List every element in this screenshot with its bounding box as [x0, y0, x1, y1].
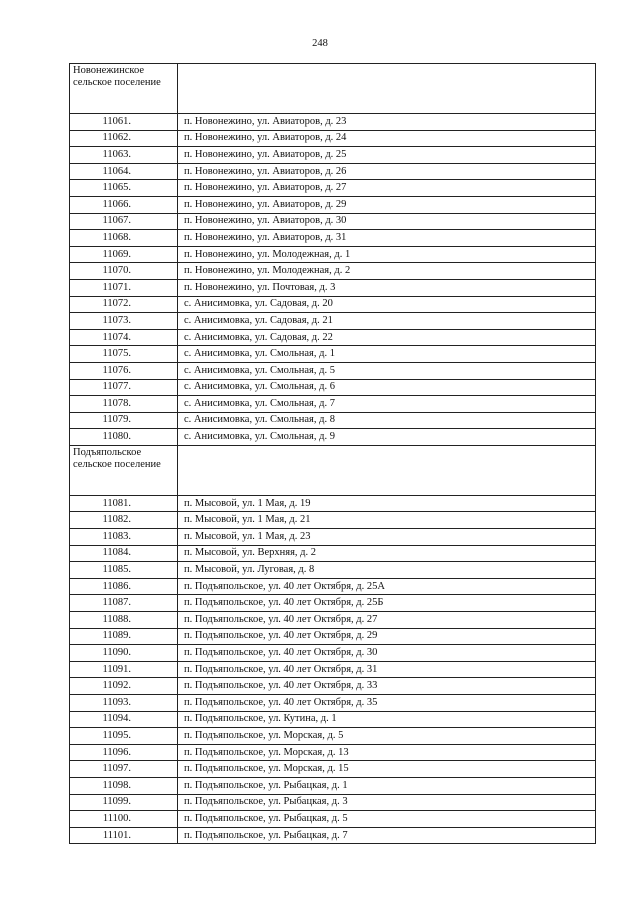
- table-row: [70, 362, 596, 379]
- row-number: 11063.: [70, 147, 178, 164]
- row-number: 11097.: [70, 761, 178, 778]
- section-name: Новонежинское сельское поселение: [70, 64, 178, 114]
- row-number: 11093.: [70, 695, 178, 712]
- row-number: 11095.: [70, 728, 178, 745]
- table-row: [70, 827, 596, 844]
- row-number: 11081.: [70, 495, 178, 512]
- row-address: п. Подъяпольское, ул. 40 лет Октября, д. 35: [178, 695, 596, 712]
- row-number: 11069.: [70, 246, 178, 263]
- row-number: 11084.: [70, 545, 178, 562]
- table-row: [70, 545, 596, 562]
- row-number: 11074.: [70, 329, 178, 346]
- row-number: 11077.: [70, 379, 178, 396]
- row-address: с. Анисимовка, ул. Смольная, д. 6: [178, 379, 596, 396]
- section-header-row: [70, 445, 596, 495]
- row-address: п. Новонежино, ул. Молодежная, д. 1: [178, 246, 596, 263]
- row-address: п. Подъяпольское, ул. Рыбацкая, д. 3: [178, 794, 596, 811]
- table-row: [70, 728, 596, 745]
- row-number: 11061.: [70, 114, 178, 131]
- table-row: [70, 495, 596, 512]
- table-row: [70, 794, 596, 811]
- table-row: [70, 114, 596, 131]
- table-row: [70, 562, 596, 579]
- row-address: п. Новонежино, ул. Авиаторов, д. 24: [178, 130, 596, 147]
- row-address: п. Мысовой, ул. Верхняя, д. 2: [178, 545, 596, 562]
- table-row: [70, 645, 596, 662]
- row-address: п. Подъяпольское, ул. 40 лет Октября, д. 33: [178, 678, 596, 695]
- row-number: 11080.: [70, 429, 178, 446]
- row-number: 11100.: [70, 811, 178, 828]
- row-address: п. Подъяпольское, ул. Морская, д. 13: [178, 744, 596, 761]
- table-row: [70, 578, 596, 595]
- row-number: 11089.: [70, 628, 178, 645]
- table-row: [70, 529, 596, 546]
- table-row: [70, 429, 596, 446]
- row-number: 11087.: [70, 595, 178, 612]
- row-number: 11072.: [70, 296, 178, 313]
- table-row: [70, 744, 596, 761]
- row-number: 11075.: [70, 346, 178, 363]
- row-number: 11065.: [70, 180, 178, 197]
- row-number: 11078.: [70, 396, 178, 413]
- table-row: [70, 263, 596, 280]
- table-row: [70, 711, 596, 728]
- row-address: с. Анисимовка, ул. Садовая, д. 22: [178, 329, 596, 346]
- table-row: [70, 130, 596, 147]
- row-number: 11067.: [70, 213, 178, 230]
- row-address: с. Анисимовка, ул. Смольная, д. 7: [178, 396, 596, 413]
- row-address: п. Подъяпольское, ул. Морская, д. 5: [178, 728, 596, 745]
- row-address: с. Анисимовка, ул. Смольная, д. 1: [178, 346, 596, 363]
- page-number: 248: [312, 38, 328, 49]
- row-number: 11073.: [70, 313, 178, 330]
- row-address: п. Мысовой, ул. 1 Мая, д. 23: [178, 529, 596, 546]
- row-number: 11098.: [70, 777, 178, 794]
- row-address: п. Подъяпольское, ул. 40 лет Октября, д. 25Б: [178, 595, 596, 612]
- table-row: [70, 163, 596, 180]
- table-row: [70, 329, 596, 346]
- row-number: 11082.: [70, 512, 178, 529]
- table-row: [70, 412, 596, 429]
- row-number: 11090.: [70, 645, 178, 662]
- row-number: 11070.: [70, 263, 178, 280]
- table-row: [70, 147, 596, 164]
- address-table: [69, 63, 596, 844]
- table-row: [70, 346, 596, 363]
- row-number: 11092.: [70, 678, 178, 695]
- row-number: 11091.: [70, 661, 178, 678]
- row-address: п. Новонежино, ул. Авиаторов, д. 26: [178, 163, 596, 180]
- row-address: п. Подъяпольское, ул. 40 лет Октября, д. 25А: [178, 578, 596, 595]
- row-number: 11088.: [70, 612, 178, 629]
- table-row: [70, 180, 596, 197]
- table-row: [70, 512, 596, 529]
- row-number: 11099.: [70, 794, 178, 811]
- section-header-row: [70, 64, 596, 114]
- row-address: п. Новонежино, ул. Почтовая, д. 3: [178, 279, 596, 296]
- table-row: [70, 279, 596, 296]
- row-number: 11086.: [70, 578, 178, 595]
- table-row: [70, 230, 596, 247]
- row-number: 11076.: [70, 362, 178, 379]
- section-name: Подъяпольское сельское поселение: [70, 445, 178, 495]
- row-address: п. Подъяпольское, ул. 40 лет Октября, д. 27: [178, 612, 596, 629]
- table-row: [70, 196, 596, 213]
- table-row: [70, 612, 596, 629]
- row-address: с. Анисимовка, ул. Смольная, д. 5: [178, 362, 596, 379]
- row-address: с. Анисимовка, ул. Садовая, д. 21: [178, 313, 596, 330]
- row-address: п. Подъяпольское, ул. 40 лет Октября, д. 30: [178, 645, 596, 662]
- row-number: 11066.: [70, 196, 178, 213]
- table-row: [70, 313, 596, 330]
- row-address: п. Подъяпольское, ул. 40 лет Октября, д. 29: [178, 628, 596, 645]
- table-row: [70, 628, 596, 645]
- table-row: [70, 246, 596, 263]
- table-row: [70, 379, 596, 396]
- row-address: п. Новонежино, ул. Авиаторов, д. 31: [178, 230, 596, 247]
- table-row: [70, 661, 596, 678]
- table-row: [70, 396, 596, 413]
- row-address: п. Новонежино, ул. Авиаторов, д. 29: [178, 196, 596, 213]
- row-address: п. Подъяпольское, ул. Рыбацкая, д. 7: [178, 827, 596, 844]
- table-row: [70, 213, 596, 230]
- row-number: 11079.: [70, 412, 178, 429]
- section-empty-cell: [178, 64, 596, 114]
- row-number: 11068.: [70, 230, 178, 247]
- row-number: 11096.: [70, 744, 178, 761]
- row-number: 11083.: [70, 529, 178, 546]
- row-address: п. Новонежино, ул. Авиаторов, д. 23: [178, 114, 596, 131]
- row-address: п. Новонежино, ул. Авиаторов, д. 25: [178, 147, 596, 164]
- table-row: [70, 777, 596, 794]
- table-row: [70, 811, 596, 828]
- address-table-body: [70, 64, 596, 844]
- row-address: п. Новонежино, ул. Авиаторов, д. 27: [178, 180, 596, 197]
- row-address: п. Мысовой, ул. 1 Мая, д. 19: [178, 495, 596, 512]
- table-row: [70, 595, 596, 612]
- row-address: с. Анисимовка, ул. Смольная, д. 9: [178, 429, 596, 446]
- row-address: п. Подъяпольское, ул. Рыбацкая, д. 1: [178, 777, 596, 794]
- table-row: [70, 695, 596, 712]
- row-number: 11064.: [70, 163, 178, 180]
- row-address: с. Анисимовка, ул. Смольная, д. 8: [178, 412, 596, 429]
- row-address: п. Подъяпольское, ул. Кутина, д. 1: [178, 711, 596, 728]
- row-address: п. Мысовой, ул. Луговая, д. 8: [178, 562, 596, 579]
- table-row: [70, 761, 596, 778]
- row-address: п. Подъяпольское, ул. Морская, д. 15: [178, 761, 596, 778]
- row-address: п. Подъяпольское, ул. Рыбацкая, д. 5: [178, 811, 596, 828]
- section-empty-cell: [178, 445, 596, 495]
- row-address: с. Анисимовка, ул. Садовая, д. 20: [178, 296, 596, 313]
- row-address: п. Новонежино, ул. Молодежная, д. 2: [178, 263, 596, 280]
- table-row: [70, 678, 596, 695]
- table-row: [70, 296, 596, 313]
- row-number: 11071.: [70, 279, 178, 296]
- row-number: 11094.: [70, 711, 178, 728]
- row-address: п. Подъяпольское, ул. 40 лет Октября, д. 31: [178, 661, 596, 678]
- row-number: 11101.: [70, 827, 178, 844]
- row-address: п. Мысовой, ул. 1 Мая, д. 21: [178, 512, 596, 529]
- row-number: 11085.: [70, 562, 178, 579]
- row-number: 11062.: [70, 130, 178, 147]
- row-address: п. Новонежино, ул. Авиаторов, д. 30: [178, 213, 596, 230]
